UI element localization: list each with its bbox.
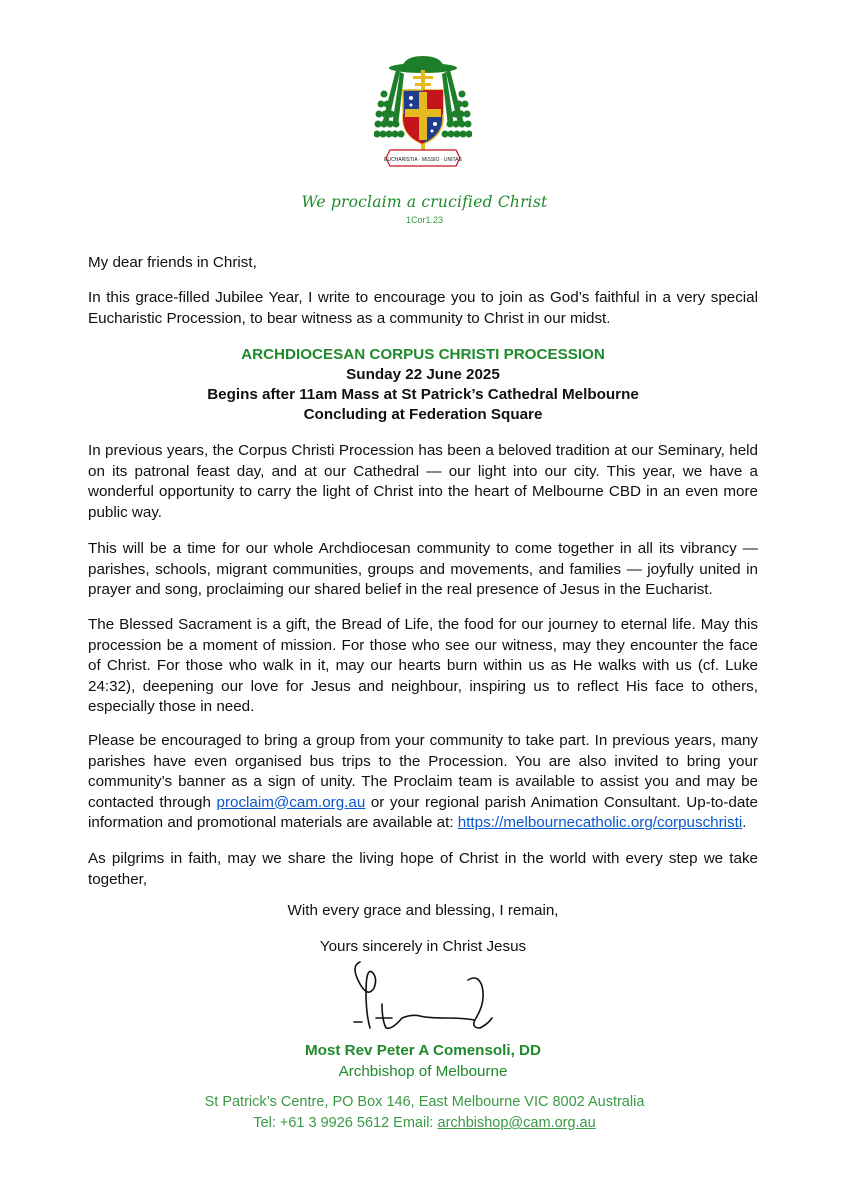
invitation-text-a: Please be encouraged to bring a group from your community to take part. In previous years, many parishes have even organised bus trips to the Procession. You are also invited to bring your community’s banner as a sign of unity. The Proclaim team is available to assist you and may be contacted through [88, 732, 758, 811]
motto-reference: 1Cor1.23 [405, 215, 444, 225]
event-title: ARCHDIOCESAN CORPUS CHRISTI PROCESSION [241, 346, 605, 363]
paragraph-invitation [88, 731, 758, 834]
paragraph-pilgrims: As pilgrims in faith, may we share the living hope of Christ in the world with every step we take together, [88, 850, 758, 888]
invitation-text-b: or your regional parish Animation Consultant. Up-to-date information and promotional materials are available at: [88, 793, 758, 831]
signer-title: Archbishop of Melbourne [338, 1063, 508, 1080]
intro-paragraph: In this grace-filled Jubilee Year, I write to encourage you to join as God’s faithful in a very special Eucharistic Procession, to bear witness as a community to Christ in our midst. [88, 289, 758, 327]
corpus-christi-url-link[interactable]: https://melbournecatholic.org/corpuschristi [457, 814, 743, 831]
footer-address: St Patrick’s Centre, PO Box 146, East Melbourne VIC 8002 Australia [204, 1094, 645, 1110]
footer-tel: Tel: +61 3 9926 5612 Email: [253, 1115, 438, 1131]
event-date: Sunday 22 June 2025 [346, 366, 500, 383]
paragraph-tradition: In previous years, the Corpus Christi Procession has been a beloved tradition at our Seminary, held on its patronal feast day, and at our Cathedral — our light into our city. This year, we have a wonderful opportunity to carry the light of Christ into the heart of Melbourne CBD in an even more public way. [88, 442, 758, 521]
proclaim-email-link[interactable]: proclaim@cam.org.au [216, 793, 366, 811]
closing-blessing: With every grace and blessing, I remain, [287, 902, 559, 919]
event-begins: Begins after 11am Mass at St Patrick’s Cathedral Melbourne [207, 386, 639, 403]
footer-contact [0, 1115, 849, 1131]
signer-name: Most Rev Peter A Comensoli, DD [304, 1042, 541, 1059]
coat-of-arms-icon [374, 54, 472, 182]
closing-sincerely: Yours sincerely in Christ Jesus [319, 938, 527, 955]
event-concludes: Concluding at Federation Square [303, 406, 543, 423]
footer-email-link[interactable]: archbishop@cam.org.au [437, 1115, 596, 1131]
event-heading [88, 345, 758, 425]
paragraph-community: This will be a time for our whole Archdiocesan community to come together in all its vibrancy — parishes, schools, migrant communities, groups and movements, and families — joyfully united in prayer and song, proclaiming our shared belief in the real presence of Jesus in the Eucharist. [88, 540, 758, 598]
paragraph-sacrament: The Blessed Sacrament is a gift, the Bread of Life, the food for our journey to eternal life. May this procession be a moment of mission. For those who see our witness, may they encounter the face of Christ. For those who walk in it, may our hearts burn within us as He walks with us (cf. Luke 24:32), deepening our love for Jesus and neighbour, inspiring us to reflect His face to others, especially those in need. [88, 616, 758, 715]
salutation: My dear friends in Christ, [88, 254, 257, 271]
motto: We proclaim a crucified Christ [301, 193, 548, 211]
svg-text:EUCHARISTIA · MISSIO · UNITAS: EUCHARISTIA · MISSIO · UNITAS [384, 157, 462, 163]
signature-image [348, 958, 500, 1038]
invitation-text-c: . [742, 814, 747, 831]
